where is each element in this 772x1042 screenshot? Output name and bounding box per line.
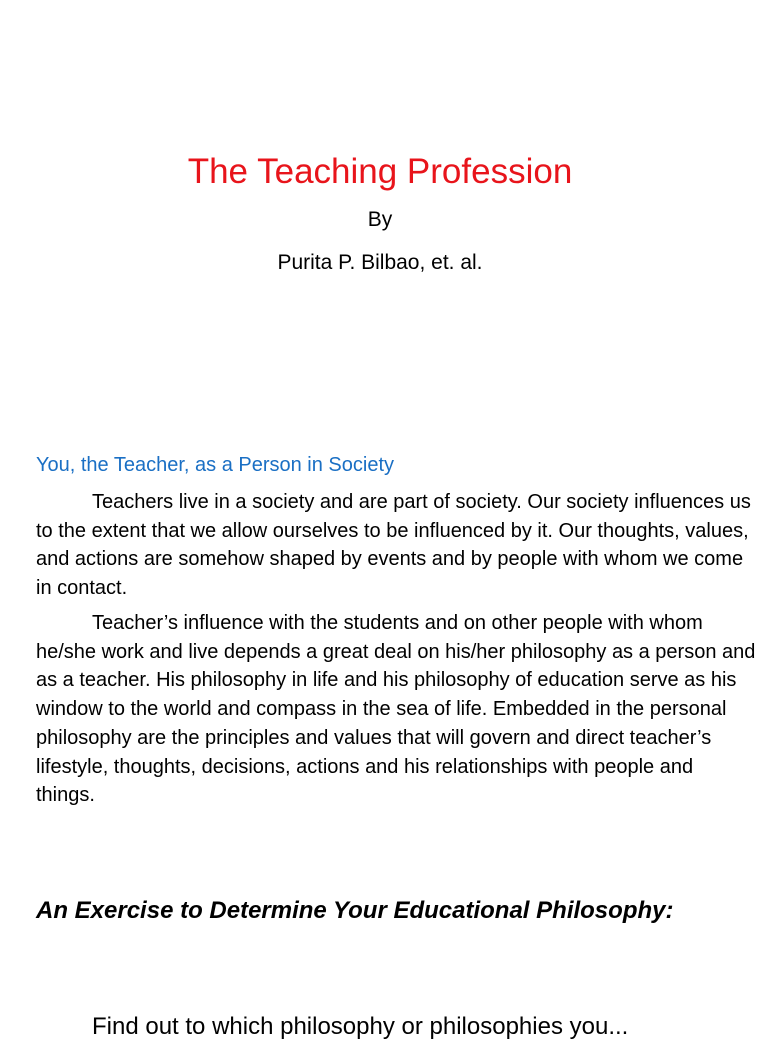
paragraph-philosophy: Teacher’s influence with the students and on other people with whom he/she work and live depends a great deal on his/her philosophy as a person and as a teacher. His philosophy in life and his philosophy of education serve as his window to the world and compass in the sea of life. Embedded in the personal philosophy are the principles and values that will govern and direct teacher’s lifestyle, thoughts, decisions, actions and his relationships with people and things. — [36, 612, 756, 807]
paragraph-society: Teachers live in a society and are part of society. Our society influences us to the extent that we allow ourselves to be influenced by it. Our thoughts, values, and actions are somehow shaped by events and by people with whom we come in contact. — [36, 491, 751, 600]
document-title: The Teaching Profession — [187, 152, 573, 191]
cutoff-paragraph: Find out to which philosophy or philosophies you... — [92, 1013, 629, 1040]
author-name: Purita P. Bilbao, et. al. — [277, 251, 483, 274]
section-heading: You, the Teacher, as a Person in Society — [36, 454, 395, 476]
exercise-heading: An Exercise to Determine Your Educational Philosophy: — [36, 897, 674, 924]
byline: By — [367, 208, 393, 231]
